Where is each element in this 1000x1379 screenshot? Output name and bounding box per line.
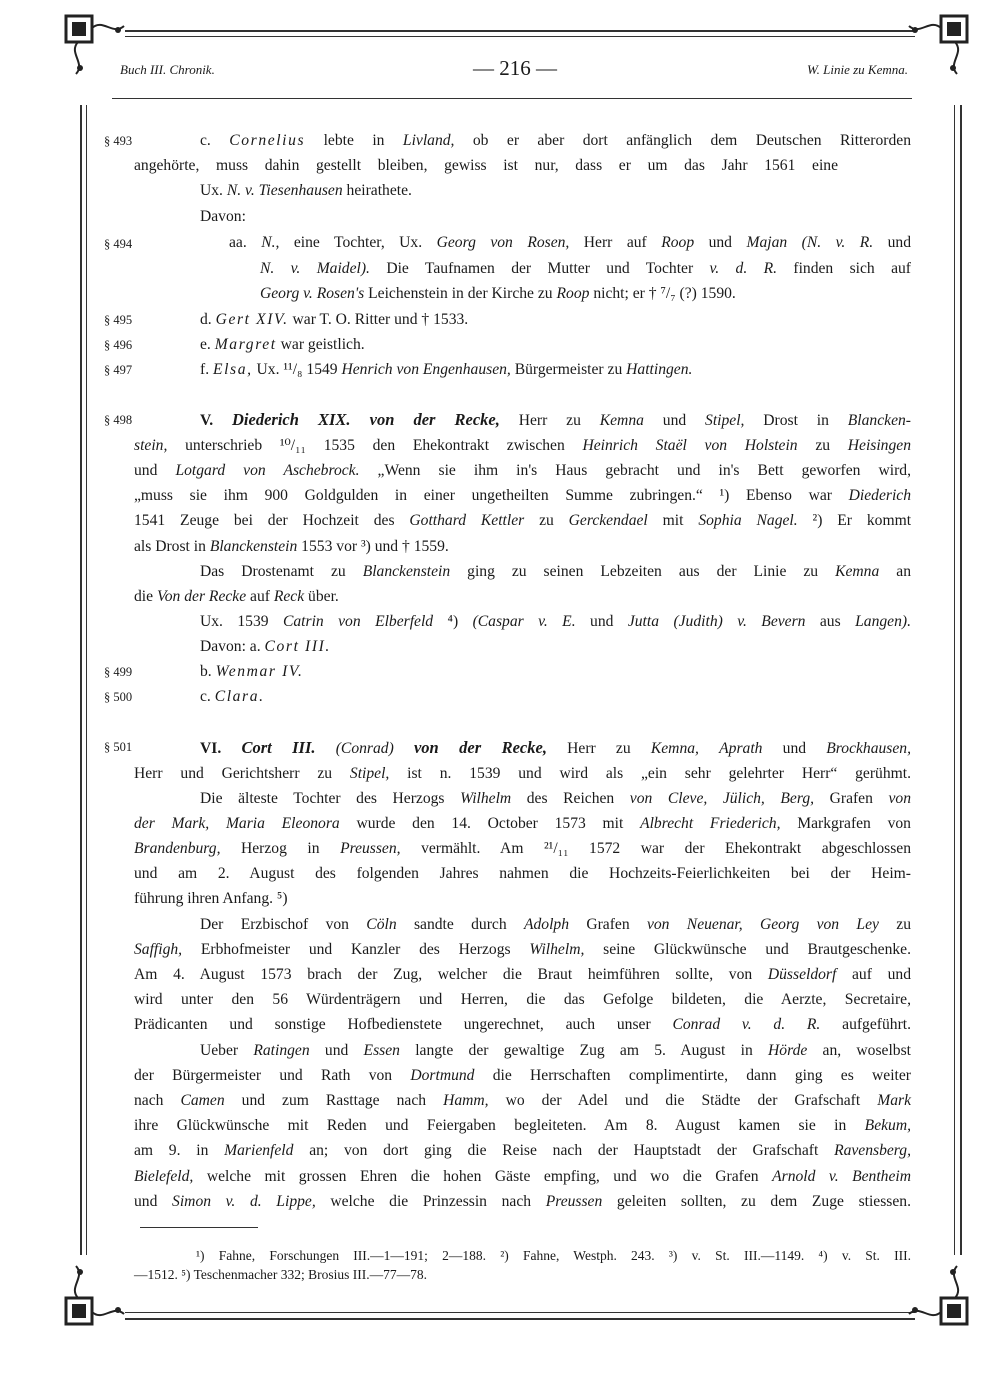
text-line: e. Margret war geistlich.	[200, 336, 365, 353]
section-marker: § 496	[104, 338, 133, 352]
section-marker: § 495	[104, 313, 133, 327]
bottom-border-line-inner	[125, 1312, 915, 1313]
corner-ornament-top-left	[58, 8, 128, 78]
text-line: nach Camen und zum Rasttage nach Hamm, wo der Adel und die Städte der Grafschaft Mark	[134, 1092, 911, 1109]
running-header-right: W. Linie zu Kemna.	[807, 62, 908, 77]
text-line: der Bürgermeister und Rath von Dortmund die Herrschaften complimentirte, dann ging es weiter	[134, 1067, 912, 1084]
text-line: angehörte, muss dahin gestellt bleiben, gewiss ist nur, dass er um das Jahr 1561 eine	[134, 157, 838, 174]
section-marker: § 500	[104, 690, 133, 704]
text-line: führung ihren Anfang. ⁵)	[134, 890, 288, 907]
text-line: der Mark, Maria Eleonora wurde den 14. October 1573 mit Albrecht Friederich, Markgrafen von	[134, 815, 911, 832]
top-border-line	[125, 30, 915, 32]
text-line: Die älteste Tochter des Herzogs Wilhelm des Reichen von Cleve, Jülich, Berg, Grafen von	[200, 790, 911, 807]
corner-ornament-bottom-right	[905, 1262, 975, 1332]
text-line: am 9. in Marienfeld an; von dort ging die Reise nach der Hauptstadt der Grafschaft Ravensberg,	[134, 1142, 911, 1159]
text-line: N. v. Maidel). Die Taufnamen der Mutter und Tochter v. d. R. finden sich auf	[260, 260, 911, 277]
text-line: „muss sie ihm 900 Goldgulden in einer ungetheilten Summe zubringen.“ ¹) Ebenso war Diederich	[134, 487, 911, 504]
text-line: Saffigh, Erbhofmeister und Kanzler des Herzogs Wilhelm, seine Glückwünsche und Brautgeschenke.	[134, 941, 911, 958]
text-line: d. Gert XIV. war T. O. Ritter und † 1533.	[200, 311, 469, 328]
footnote-line: ¹) Fahne, Forschungen III.—1—191; 2—188. ²) Fahne, Westph. 243. ³) v. St. III.—1149. ⁴) v. St. III.	[196, 1248, 911, 1263]
text-line: Der Erzbischof von Cöln sandte durch Adolph Grafen von Neuenar, Georg von Ley zu	[200, 916, 911, 933]
left-border-line	[80, 105, 82, 1255]
text-line: die Von der Recke auf Reck über.	[134, 588, 339, 605]
text-line: aa. N., eine Tochter, Ux. Georg von Rosen, Herr auf Roop und Majan (N. v. R. und	[229, 234, 911, 251]
text-line: und Simon v. d. Lippe, welche die Prinzessin nach Preussen geleiten sollten, zu dem Zuge stiessen.	[134, 1193, 911, 1210]
corner-ornament-top-right	[905, 8, 975, 78]
section-marker: § 497	[104, 363, 133, 377]
text-line: Das Drostenamt zu Blanckenstein ging zu seinen Lebzeiten aus der Linie zu Kemna an	[200, 563, 911, 580]
right-border-line	[960, 105, 962, 1255]
corner-ornament-bottom-left	[58, 1262, 128, 1332]
text-line: c. Clara.	[200, 688, 265, 705]
text-line: als Drost in Blanckenstein 1553 vor ³) und † 1559.	[134, 538, 449, 555]
text-line: Prädicanten und sonstige Hofbedienstete ungerechnet, auch unser Conrad v. d. R. aufgeführt.	[134, 1016, 911, 1033]
text-line: c. Cornelius lebte in Livland, ob er aber dort anfänglich dem Deutschen Ritterorden	[200, 132, 911, 149]
right-border-line-inner	[954, 105, 955, 1255]
text-line: b. Wenmar IV.	[200, 663, 304, 680]
section-marker: § 499	[104, 665, 133, 679]
text-line: stein, unterschrieb ¹⁰/₁₁ 1535 den Ehekontrakt zwischen Heinrich Staël von Holstein zu Heisingen	[134, 437, 911, 454]
section-marker: § 493	[104, 134, 133, 148]
running-header-left: Buch III. Chronik.	[120, 62, 215, 77]
text-line: Bielefeld, welche mit grossen Ehren die hohen Gäste empfing, und wo die Grafen Arnold v. Bentheim	[134, 1168, 911, 1185]
top-border-line-inner	[125, 36, 915, 37]
text-line: und am 2. August des folgenden Jahres nahmen die Hochzeits-Feierlichkeiten bei der Heim-	[134, 865, 911, 882]
text-line: Ux. 1539 Catrin von Elberfeld ⁴) (Caspar v. E. und Jutta (Judith) v. Bevern aus Langen).	[200, 613, 911, 630]
text-line: Am 4. August 1573 brach der Zug, welcher die Braut heimführen sollte, von Düsseldorf auf und	[134, 966, 911, 983]
text-line: 1541 Zeuge bei der Hochzeit des Gotthard Kettler zu Gerckendael mit Sophia Nagel. ²) Er kommt	[134, 512, 912, 529]
header-rule	[112, 98, 912, 99]
footnote-line: —1512. ⁵) Teschenmacher 332; Brosius III.—77—78.	[134, 1267, 427, 1282]
text-line: Davon:	[200, 208, 246, 225]
section-marker: § 501	[104, 740, 133, 754]
text-line: VI. Cort III. (Conrad) von der Recke, Herr zu Kemna, Aprath und Brockhausen,	[200, 738, 911, 757]
text-line: wird unter den 56 Würdenträgern und Herren, die das Gefolge bildeten, die Aerzte, Secretaire,	[134, 991, 911, 1008]
text-line: V. Diederich XIX. von der Recke, Herr zu Kemna und Stipel, Drost in Blancken-	[200, 410, 911, 429]
text-line: f. Elsa, Ux. ¹¹/₈ 1549 Henrich von Engenhausen, Bürgermeister zu Hattingen.	[200, 361, 693, 378]
text-line: Davon: a. Cort III.	[200, 638, 331, 655]
text-line: Ux. N. v. Tiesenhausen heirathete.	[200, 182, 412, 199]
section-marker: § 494	[104, 237, 133, 251]
footnote-separator	[140, 1227, 258, 1228]
text-line: ihre Glückwünsche mit Reden und Feiergaben begleiteten. Am 8. August kamen sie in Bekum,	[134, 1117, 911, 1134]
text-line: Ueber Ratingen und Essen langte der gewaltige Zug am 5. August in Hörde an, woselbst	[200, 1042, 911, 1059]
text-line: Georg v. Rosen's Leichenstein in der Kirche zu Roop nicht; er † ⁷/₇ (?) 1590.	[260, 285, 736, 302]
left-border-line-inner	[86, 105, 87, 1255]
text-line: und Lotgard von Aschebrock. „Wenn sie ihm in's Haus gebracht und in's Bett geworfen wird,	[134, 462, 911, 479]
section-marker: § 498	[104, 413, 133, 427]
page-number: — 216 —	[473, 56, 557, 80]
text-line: Brandenburg, Herzog in Preussen, vermählt. Am ²¹/₁₁ 1572 war der Ehekontrakt abgeschlossen	[134, 840, 911, 857]
bottom-border-line	[125, 1318, 915, 1320]
text-line: Herr und Gerichtsherr zu Stipel, ist n. 1539 und wird als „ein sehr gelehrter Herr“ gerühmt.	[134, 765, 912, 782]
